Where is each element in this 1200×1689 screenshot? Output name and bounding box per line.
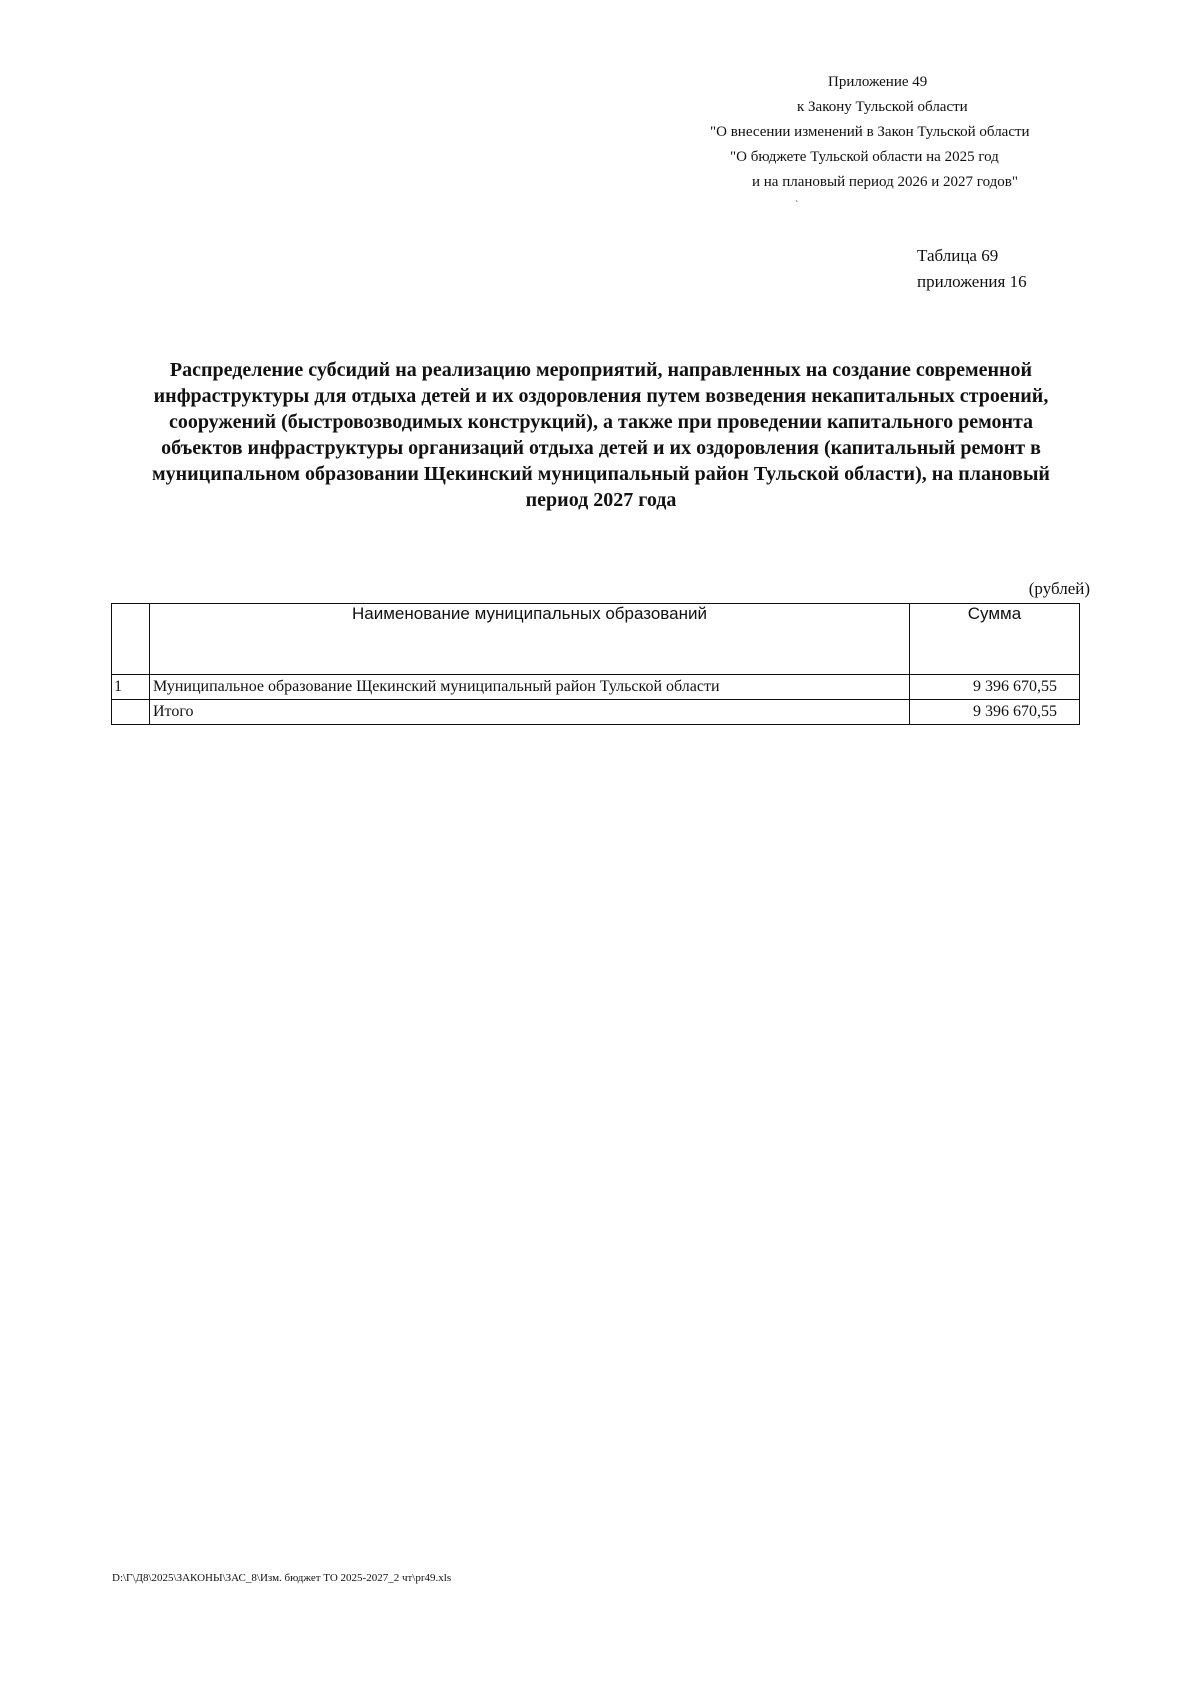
appendix-law-title-3: и на плановый период 2026 и 2027 годов" [752, 174, 1018, 190]
appendix-number: Приложение 49 [828, 74, 928, 90]
total-num [112, 700, 150, 725]
units-label: (рублей) [1028, 579, 1090, 598]
appendix-law-title-1: "О внесении изменений в Закон Тульской области [710, 124, 1030, 140]
total-sum: 9 396 670,55 [910, 700, 1080, 725]
header-sum: Сумма [910, 604, 1080, 675]
table-reference [917, 243, 1027, 295]
stray-mark: ` [795, 200, 799, 211]
title-line-3: сооружений (быстровозводимых конструкций), а также при проведении капитального ремонта [168, 411, 1034, 433]
table-total-row [112, 700, 1080, 725]
title-line-5: муниципальном образовании Щекинский муниципальный район Тульской области), на плановый [152, 463, 1050, 485]
row-name: Муниципальное образование Щекинский муниципальный район Тульской области [150, 675, 910, 700]
appendix-law-title-2: "О бюджете Тульской области на 2025 год [730, 149, 999, 165]
total-label: Итого [150, 700, 910, 725]
table-row [112, 675, 1080, 700]
table-number: Таблица 69 [917, 246, 999, 265]
title-line-6: период 2027 года [525, 489, 677, 511]
title-line-4: объектов инфраструктуры организаций отдыха детей и их оздоровления (капитальный ремонт в [161, 437, 1041, 459]
table-header-row [112, 604, 1080, 675]
subsidy-table [111, 603, 1080, 725]
title-line-1: Распределение субсидий на реализацию мероприятий, направленных на создание современной [169, 359, 1033, 381]
table-appendix-number: приложения 16 [917, 272, 1027, 291]
title-line-2: инфраструктуры для отдыха детей и их оздоровления путем возведения некапитальных строений, [153, 385, 1049, 407]
header-num [112, 604, 150, 675]
appendix-header [690, 70, 1090, 195]
appendix-law-ref: к Закону Тульской области [797, 99, 968, 115]
row-num: 1 [112, 675, 150, 700]
row-sum: 9 396 670,55 [910, 675, 1080, 700]
file-path-footer: D:\Г\Д8\2025\ЗАКОНЫ\ЗАС_8\Изм. бюджет ТО 2025-2027_2 чт\pr49.xls [112, 1572, 452, 1584]
header-name: Наименование муниципальных образований [150, 604, 910, 675]
document-title [112, 357, 1090, 513]
